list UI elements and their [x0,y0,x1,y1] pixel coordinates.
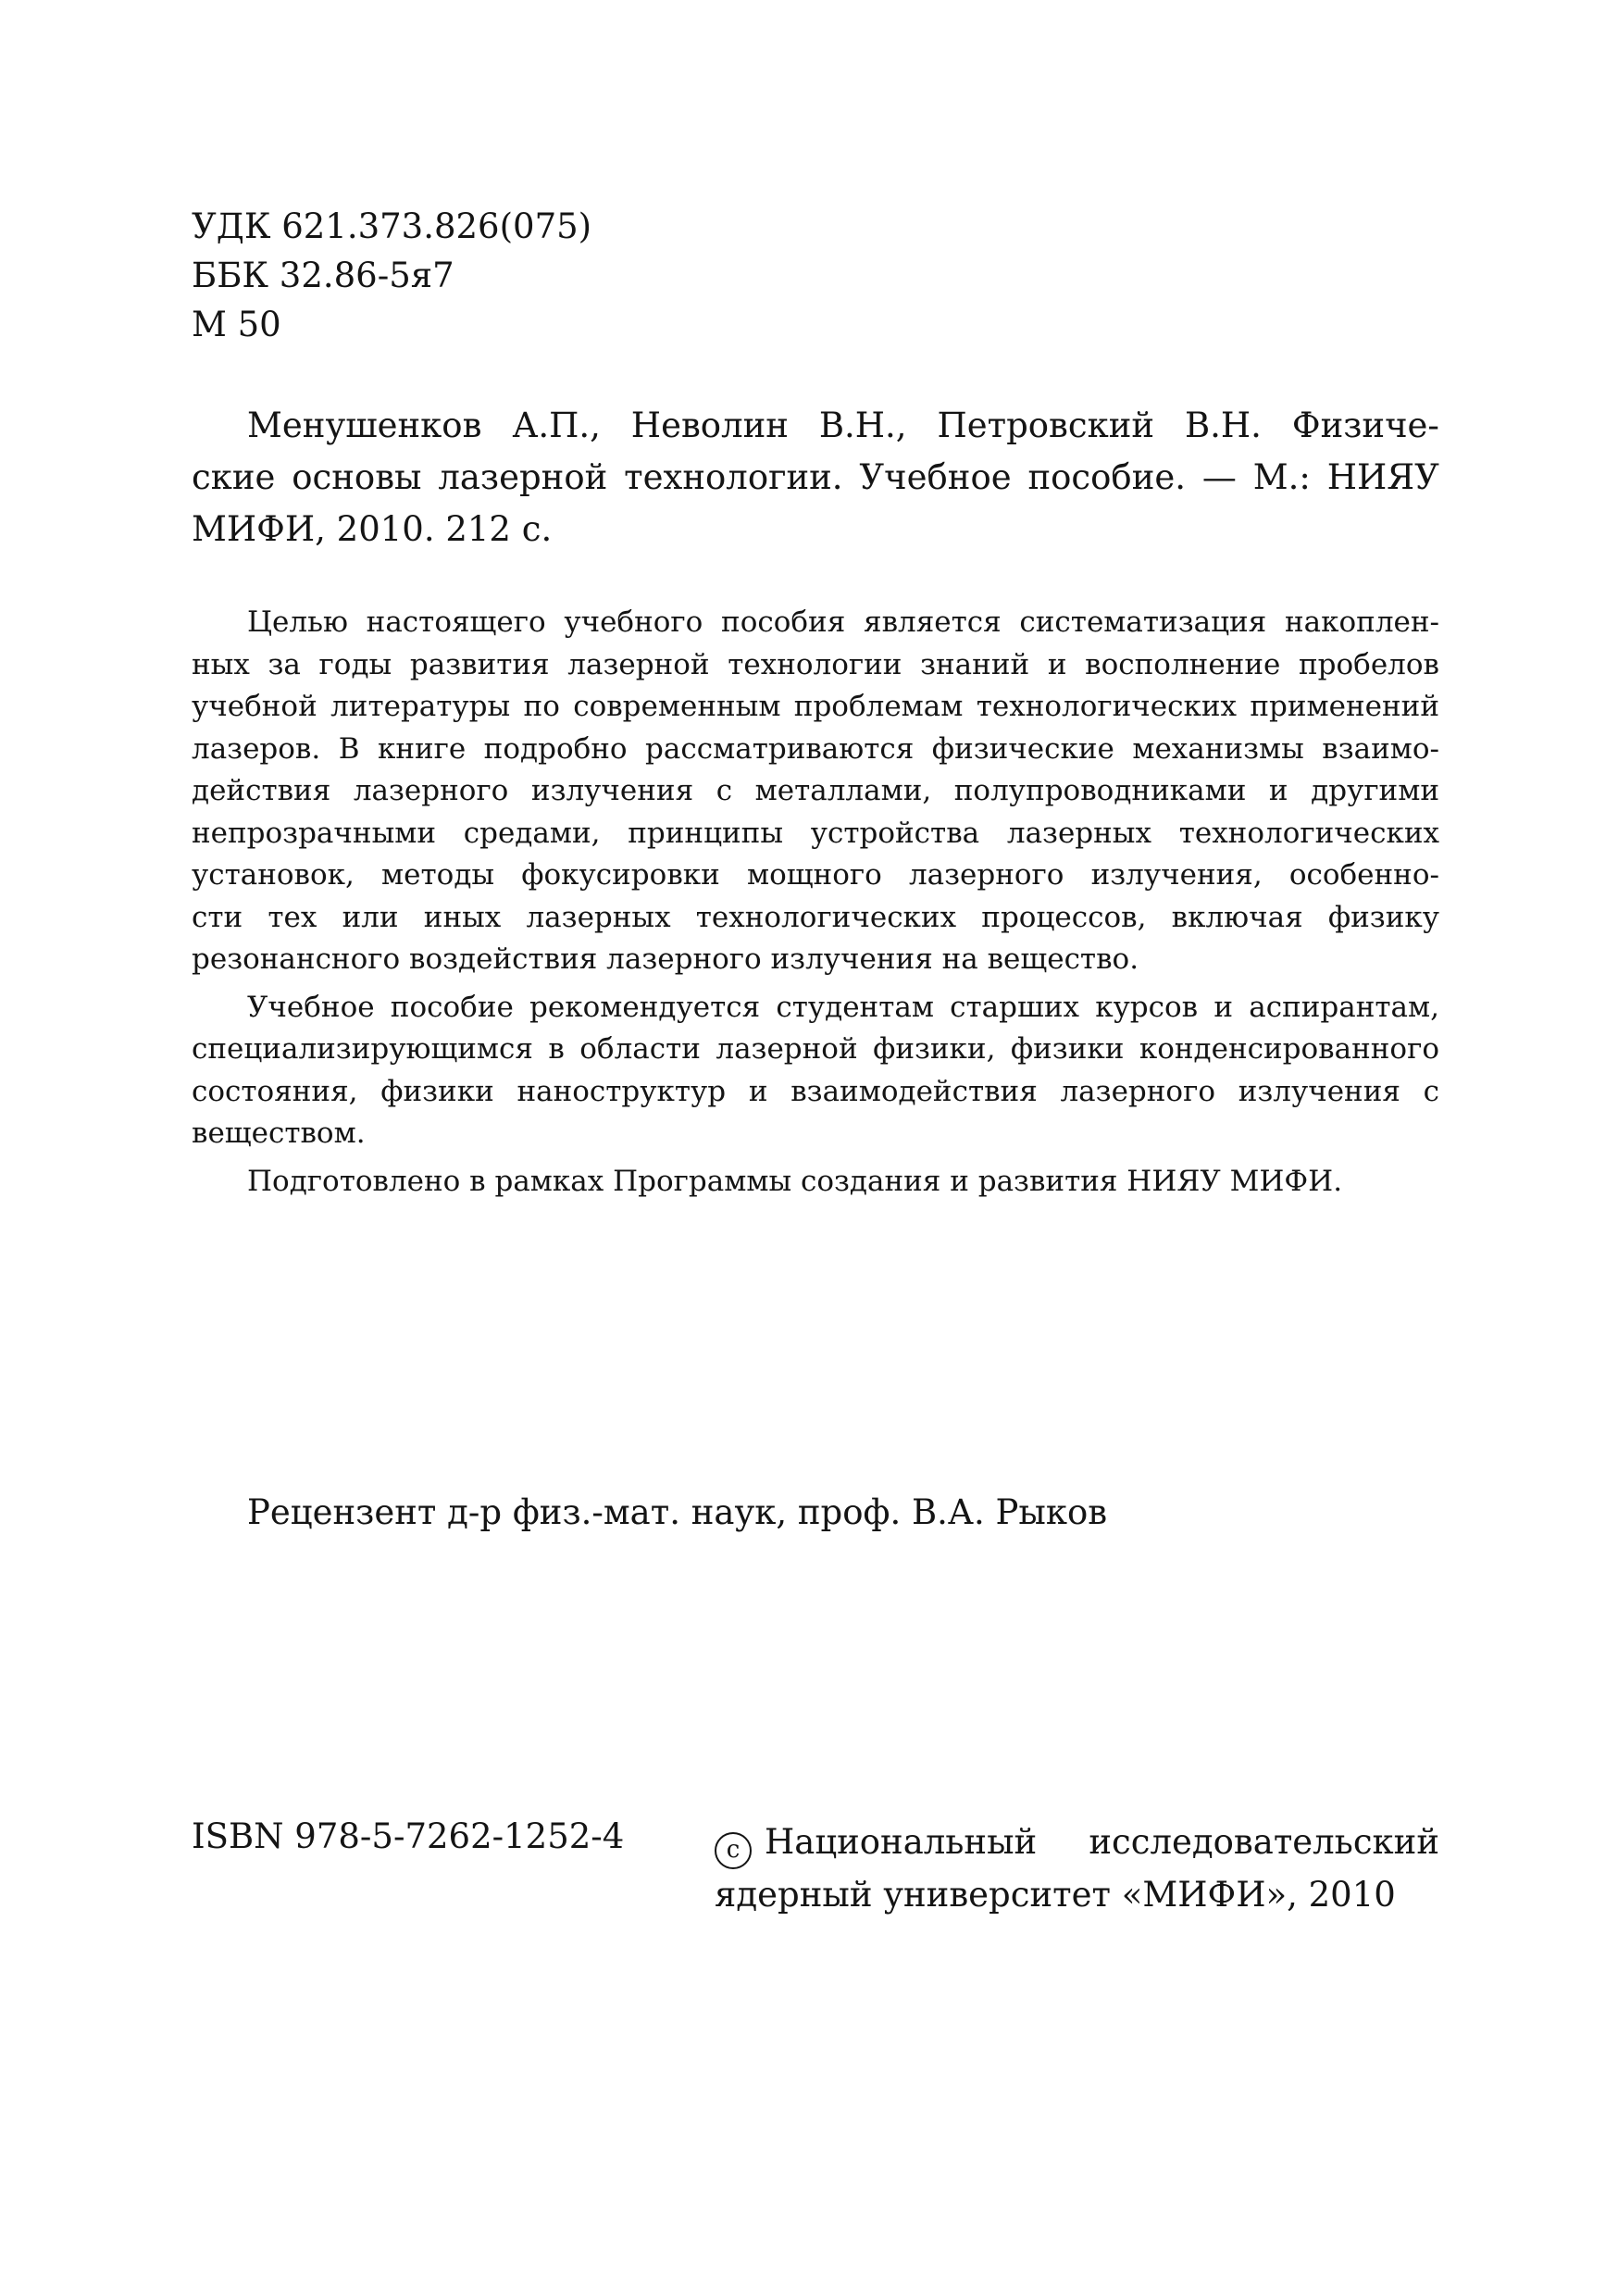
abstract-paragraph-3 [192,1161,1439,1204]
abstract-line: ных за годы развития лазерной технологии знаний и восполнение пробелов [192,647,1439,681]
copyright-line-2 [715,1869,1439,1921]
author-mark: М 50 [192,305,281,344]
citation-word: В.Н. [1184,406,1262,445]
citation-word: основы [292,457,422,497]
abstract-line: специализирующимся в области лазерной физики, физики конденсированного [192,1032,1439,1066]
isbn: ISBN 978-5-7262-1252-4 [192,1816,625,1856]
abstract-line: веществом. [192,1117,366,1150]
citation-word: Учебное [859,457,1012,497]
copyright-lead [715,1816,1037,1869]
abstract-line: учебной литературы по современным проблемам технологических применений [192,690,1439,723]
bbk-code: ББК 32.86-5я7 [192,256,454,295]
abstract-line: резонансного воздействия лазерного излучения на вещество. [192,942,1139,976]
citation-word: НИЯУ [1326,457,1439,497]
citation-word: технологии. [624,457,843,497]
copyright-text: ядерный университет «МИФИ», 2010 [715,1875,1396,1915]
copyright-word: Национальный [765,1822,1038,1862]
bibliographic-citation [192,400,1439,555]
abstract-paragraph-1 [192,602,1439,981]
abstract-line: лазеров. В книге подробно рассматриваются физические механизмы взаимо- [192,731,1439,766]
abstract-line: действия лазерного излучения с металлами, полупроводниками и другими [192,774,1439,807]
udk-code: УДК 621.373.826(075) [192,206,592,246]
reviewer-line: Рецензент д-р физ.-мат. наук, проф. В.А. Рыков [247,1492,1108,1532]
abstract-line: Учебное пособие рекомендуется студентам старших курсов и аспирантам, [247,990,1439,1024]
abstract-line: установок, методы фокусировки мощного лазерного излучения, особенно- [192,858,1439,892]
citation-word: лазерной [438,457,608,497]
citation-word: Петровский [937,406,1155,445]
classification-codes [192,202,591,349]
abstract-line: сти тех или иных лазерных технологических процессов, включая физику [192,900,1439,934]
copyright-notice [715,1816,1439,1921]
citation-word: — [1201,457,1237,497]
citation-line-1 [192,400,1439,452]
abstract-line: непрозрачными средами, принципы устройства лазерных технологических [192,816,1439,850]
citation-word: ские [192,457,276,497]
abstract-line: состояния, физики наноструктур и взаимодействия лазерного излучения с [192,1074,1439,1108]
abstract-paragraph-2 [192,987,1439,1155]
copyright-line-1 [715,1816,1439,1869]
abstract-line: Подготовлено в рамках Программы создания и развития НИЯУ МИФИ. [247,1164,1343,1198]
citation-word: Физиче- [1291,406,1439,445]
citation-word: В.Н., [818,406,907,445]
citation-line-2 [192,452,1439,504]
citation-word: МИФИ, 2010. 212 с. [192,509,553,549]
citation-word: А.П., [512,406,601,445]
abstract-line: Целью настоящего учебного пособия является систематизация накоплен- [247,605,1439,639]
citation-word: Неволин [630,406,789,445]
citation-word: пособие. [1027,457,1187,497]
citation-word: М.: [1252,457,1311,497]
citation-word: Менушенков [247,406,482,445]
copyright-icon: c [715,1832,752,1869]
copyright-word: исследовательский [1089,1822,1439,1862]
abstract [192,602,1439,1208]
citation-line-3 [192,504,1439,555]
